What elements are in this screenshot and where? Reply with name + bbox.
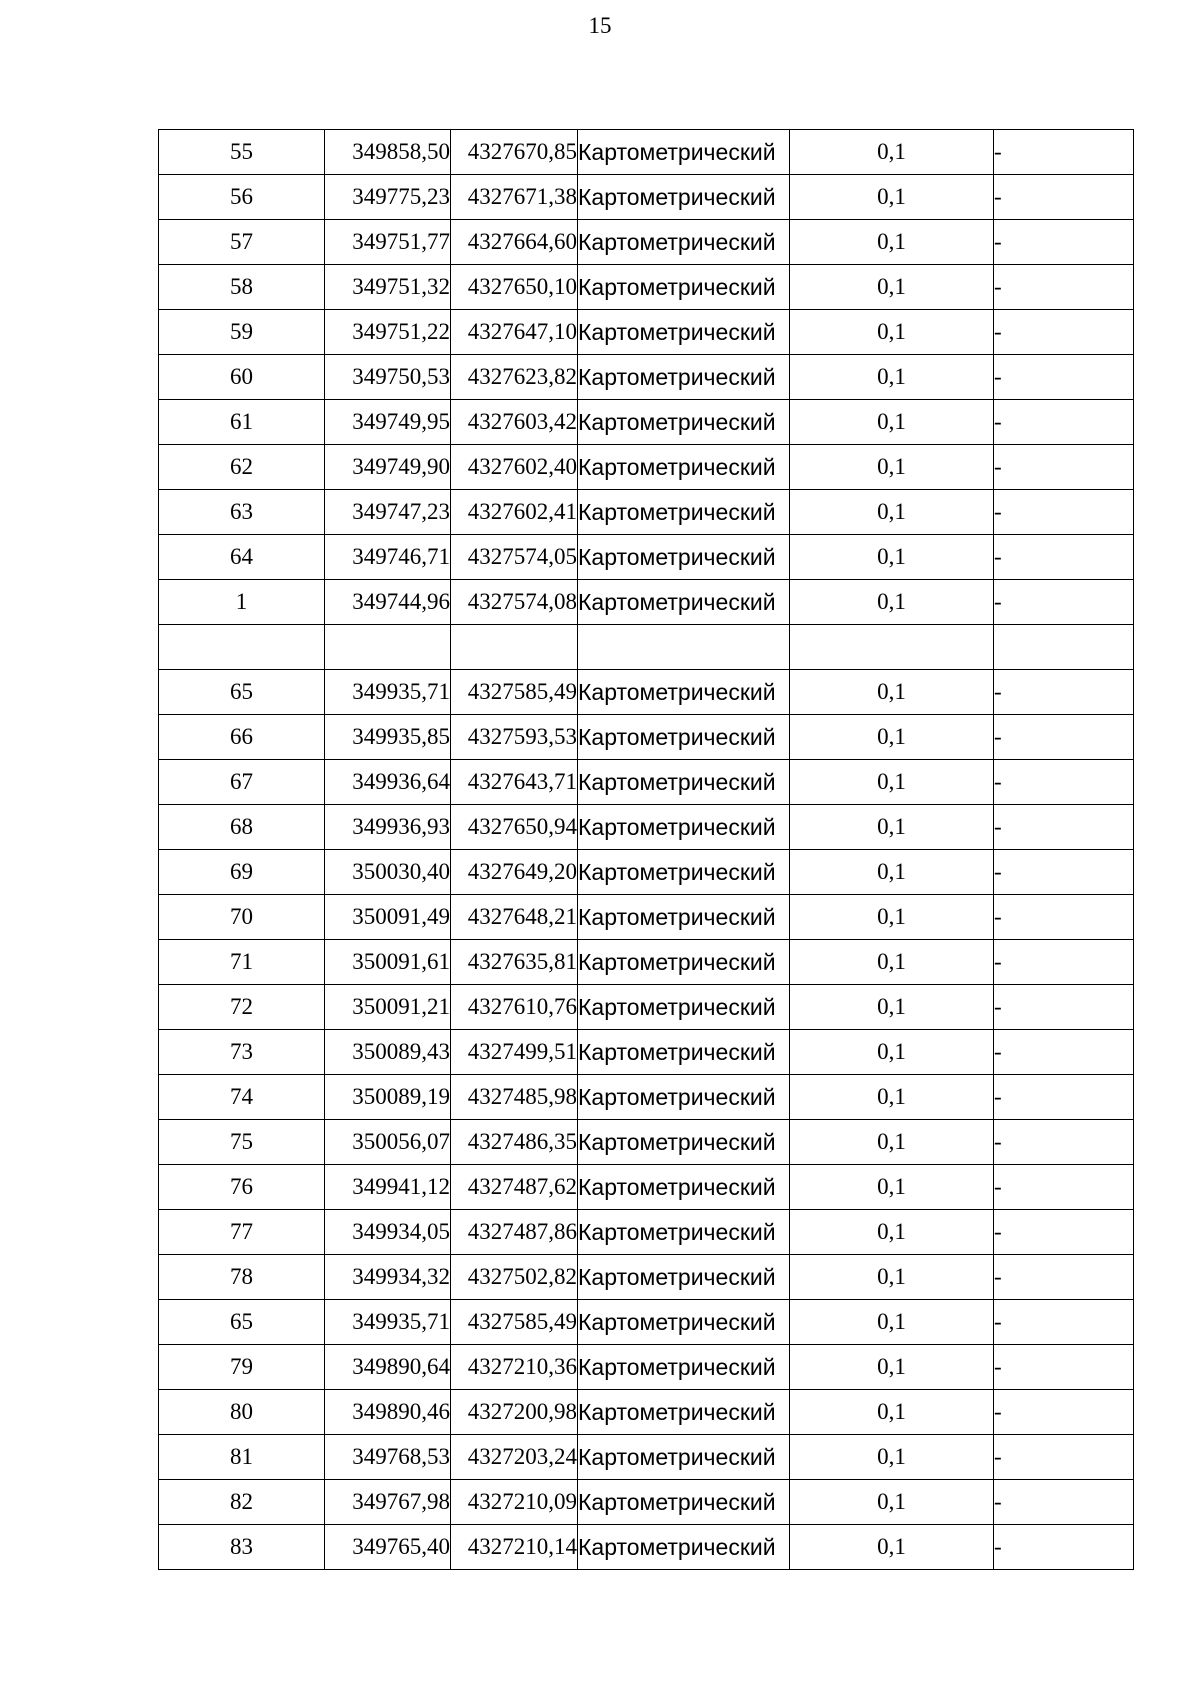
- description-cell: -: [994, 1525, 1134, 1570]
- accuracy-cell: 0,1: [790, 220, 994, 265]
- x-coordinate-cell: 349749,90: [325, 445, 451, 490]
- table-row: [159, 400, 1134, 445]
- accuracy-cell: 0,1: [790, 1345, 994, 1390]
- table-row: [159, 1480, 1134, 1525]
- point-number-cell: 74: [159, 1075, 325, 1120]
- point-number-cell: 66: [159, 715, 325, 760]
- description-cell: -: [994, 1300, 1134, 1345]
- y-coordinate-cell: 4327648,21: [451, 895, 578, 940]
- x-coordinate-cell: 349744,96: [325, 580, 451, 625]
- table-row: [159, 1345, 1134, 1390]
- point-number-cell: 72: [159, 985, 325, 1030]
- accuracy-cell: 0,1: [790, 310, 994, 355]
- method-cell: Картометрический: [578, 850, 790, 895]
- y-coordinate-cell: 4327643,71: [451, 760, 578, 805]
- accuracy-cell: 0,1: [790, 760, 994, 805]
- accuracy-cell: 0,1: [790, 265, 994, 310]
- point-number-cell: 70: [159, 895, 325, 940]
- method-cell: Картометрический: [578, 130, 790, 175]
- table-row: [159, 715, 1134, 760]
- table-row: [159, 895, 1134, 940]
- coordinates-table-body: [159, 130, 1134, 1570]
- description-cell: -: [994, 1480, 1134, 1525]
- accuracy-cell: 0,1: [790, 130, 994, 175]
- y-coordinate-cell: 4327602,40: [451, 445, 578, 490]
- y-coordinate-cell: 4327200,98: [451, 1390, 578, 1435]
- y-coordinate-cell: 4327574,05: [451, 535, 578, 580]
- y-coordinate-cell: 4327487,62: [451, 1165, 578, 1210]
- accuracy-cell: 0,1: [790, 940, 994, 985]
- accuracy-cell: 0,1: [790, 1390, 994, 1435]
- accuracy-cell: 0,1: [790, 355, 994, 400]
- y-coordinate-cell: 4327499,51: [451, 1030, 578, 1075]
- x-coordinate-cell: 350089,19: [325, 1075, 451, 1120]
- method-cell: Картометрический: [578, 535, 790, 580]
- x-coordinate-cell: 349750,53: [325, 355, 451, 400]
- table-row: [159, 1030, 1134, 1075]
- table-row: [159, 175, 1134, 220]
- x-coordinate-cell: 350089,43: [325, 1030, 451, 1075]
- description-cell: -: [994, 130, 1134, 175]
- accuracy-cell: 0,1: [790, 850, 994, 895]
- accuracy-cell: 0,1: [790, 1300, 994, 1345]
- point-number-cell: 63: [159, 490, 325, 535]
- accuracy-cell: 0,1: [790, 805, 994, 850]
- point-number-cell: 59: [159, 310, 325, 355]
- x-coordinate-cell: 349934,32: [325, 1255, 451, 1300]
- accuracy-cell: 0,1: [790, 985, 994, 1030]
- method-cell: Картометрический: [578, 985, 790, 1030]
- description-cell: -: [994, 850, 1134, 895]
- method-cell: Картометрический: [578, 310, 790, 355]
- point-number-cell: 1: [159, 580, 325, 625]
- description-cell: -: [994, 760, 1134, 805]
- x-coordinate-cell: 349934,05: [325, 1210, 451, 1255]
- description-cell: -: [994, 220, 1134, 265]
- description-cell: -: [994, 985, 1134, 1030]
- table-row: [159, 1435, 1134, 1480]
- point-number-cell: 55: [159, 130, 325, 175]
- method-cell: Картометрический: [578, 1210, 790, 1255]
- point-number-cell: 79: [159, 1345, 325, 1390]
- y-coordinate-cell: 4327603,42: [451, 400, 578, 445]
- accuracy-cell: 0,1: [790, 445, 994, 490]
- table-row: [159, 1525, 1134, 1570]
- y-coordinate-cell: 4327210,36: [451, 1345, 578, 1390]
- point-number-cell: 81: [159, 1435, 325, 1480]
- method-cell: Картометрический: [578, 1480, 790, 1525]
- table-row: [159, 1075, 1134, 1120]
- table-row: [159, 265, 1134, 310]
- description-cell: -: [994, 1390, 1134, 1435]
- table-row: [159, 1255, 1134, 1300]
- accuracy-cell: 0,1: [790, 400, 994, 445]
- y-coordinate-cell: 4327487,86: [451, 1210, 578, 1255]
- accuracy-cell: 0,1: [790, 580, 994, 625]
- y-coordinate-cell: 4327649,20: [451, 850, 578, 895]
- method-cell: Картометрический: [578, 895, 790, 940]
- point-number-cell: 67: [159, 760, 325, 805]
- point-number-cell: 77: [159, 1210, 325, 1255]
- table-row: [159, 1300, 1134, 1345]
- accuracy-cell: 0,1: [790, 1480, 994, 1525]
- point-number-cell: 71: [159, 940, 325, 985]
- x-coordinate-cell: 350091,61: [325, 940, 451, 985]
- accuracy-cell: 0,1: [790, 895, 994, 940]
- y-coordinate-cell: 4327602,41: [451, 490, 578, 535]
- method-cell: Картометрический: [578, 355, 790, 400]
- x-coordinate-cell: 349936,93: [325, 805, 451, 850]
- x-coordinate-cell: 349749,95: [325, 400, 451, 445]
- accuracy-cell: 0,1: [790, 535, 994, 580]
- description-cell: -: [994, 1345, 1134, 1390]
- table-row: [159, 850, 1134, 895]
- table-row: [159, 1210, 1134, 1255]
- accuracy-cell: 0,1: [790, 1165, 994, 1210]
- method-cell: Картометрический: [578, 1120, 790, 1165]
- y-coordinate-cell: 4327670,85: [451, 130, 578, 175]
- description-cell: -: [994, 265, 1134, 310]
- x-coordinate-cell: 349775,23: [325, 175, 451, 220]
- table-row: [159, 490, 1134, 535]
- y-coordinate-cell: 4327647,10: [451, 310, 578, 355]
- y-coordinate-cell: 4327585,49: [451, 670, 578, 715]
- point-number-cell: 65: [159, 1300, 325, 1345]
- method-cell: Картометрический: [578, 1075, 790, 1120]
- point-number-cell: 75: [159, 1120, 325, 1165]
- description-cell: -: [994, 1255, 1134, 1300]
- table-row: [159, 760, 1134, 805]
- x-coordinate-cell: 349935,71: [325, 670, 451, 715]
- accuracy-cell: 0,1: [790, 715, 994, 760]
- method-cell: Картометрический: [578, 580, 790, 625]
- x-coordinate-cell: 349890,46: [325, 1390, 451, 1435]
- accuracy-cell: 0,1: [790, 1210, 994, 1255]
- table-row: [159, 220, 1134, 265]
- y-coordinate-cell: 4327593,53: [451, 715, 578, 760]
- description-cell: -: [994, 670, 1134, 715]
- accuracy-cell: 0,1: [790, 175, 994, 220]
- method-cell: Картометрический: [578, 1345, 790, 1390]
- method-cell: [578, 625, 790, 670]
- method-cell: Картометрический: [578, 1390, 790, 1435]
- y-coordinate-cell: 4327610,76: [451, 985, 578, 1030]
- point-number-cell: 83: [159, 1525, 325, 1570]
- point-number-cell: 58: [159, 265, 325, 310]
- point-number-cell: [159, 625, 325, 670]
- description-cell: -: [994, 445, 1134, 490]
- accuracy-cell: 0,1: [790, 1030, 994, 1075]
- description-cell: -: [994, 895, 1134, 940]
- description-cell: -: [994, 1165, 1134, 1210]
- x-coordinate-cell: 349936,64: [325, 760, 451, 805]
- description-cell: -: [994, 1120, 1134, 1165]
- point-number-cell: 82: [159, 1480, 325, 1525]
- table-row: [159, 940, 1134, 985]
- description-cell: -: [994, 535, 1134, 580]
- method-cell: Картометрический: [578, 1030, 790, 1075]
- method-cell: Картометрический: [578, 805, 790, 850]
- description-cell: -: [994, 1210, 1134, 1255]
- table-row: [159, 670, 1134, 715]
- method-cell: Картометрический: [578, 715, 790, 760]
- x-coordinate-cell: 349751,22: [325, 310, 451, 355]
- accuracy-cell: 0,1: [790, 670, 994, 715]
- y-coordinate-cell: 4327502,82: [451, 1255, 578, 1300]
- y-coordinate-cell: 4327574,08: [451, 580, 578, 625]
- point-number-cell: 60: [159, 355, 325, 400]
- table-row: [159, 310, 1134, 355]
- description-cell: -: [994, 310, 1134, 355]
- point-number-cell: 64: [159, 535, 325, 580]
- x-coordinate-cell: 349858,50: [325, 130, 451, 175]
- accuracy-cell: [790, 625, 994, 670]
- y-coordinate-cell: 4327585,49: [451, 1300, 578, 1345]
- y-coordinate-cell: 4327623,82: [451, 355, 578, 400]
- point-number-cell: 62: [159, 445, 325, 490]
- point-number-cell: 61: [159, 400, 325, 445]
- description-cell: -: [994, 805, 1134, 850]
- method-cell: Картометрический: [578, 760, 790, 805]
- table-row: [159, 445, 1134, 490]
- x-coordinate-cell: 349768,53: [325, 1435, 451, 1480]
- coordinates-table: [158, 129, 1134, 1570]
- y-coordinate-cell: 4327671,38: [451, 175, 578, 220]
- point-number-cell: 56: [159, 175, 325, 220]
- x-coordinate-cell: 350030,40: [325, 850, 451, 895]
- method-cell: Картометрический: [578, 1435, 790, 1480]
- accuracy-cell: 0,1: [790, 1120, 994, 1165]
- x-coordinate-cell: 349935,85: [325, 715, 451, 760]
- table-row: [159, 625, 1134, 670]
- x-coordinate-cell: 349747,23: [325, 490, 451, 535]
- accuracy-cell: 0,1: [790, 490, 994, 535]
- point-number-cell: 78: [159, 1255, 325, 1300]
- x-coordinate-cell: 349941,12: [325, 1165, 451, 1210]
- method-cell: Картометрический: [578, 220, 790, 265]
- method-cell: Картометрический: [578, 670, 790, 715]
- method-cell: Картометрический: [578, 400, 790, 445]
- description-cell: -: [994, 1435, 1134, 1480]
- x-coordinate-cell: [325, 625, 451, 670]
- method-cell: Картометрический: [578, 1300, 790, 1345]
- table-row: [159, 580, 1134, 625]
- description-cell: -: [994, 400, 1134, 445]
- point-number-cell: 69: [159, 850, 325, 895]
- y-coordinate-cell: 4327664,60: [451, 220, 578, 265]
- point-number-cell: 76: [159, 1165, 325, 1210]
- table-row: [159, 355, 1134, 400]
- table-row: [159, 1120, 1134, 1165]
- description-cell: -: [994, 940, 1134, 985]
- description-cell: -: [994, 175, 1134, 220]
- x-coordinate-cell: 349746,71: [325, 535, 451, 580]
- table-row: [159, 1390, 1134, 1435]
- method-cell: Картометрический: [578, 1525, 790, 1570]
- point-number-cell: 80: [159, 1390, 325, 1435]
- accuracy-cell: 0,1: [790, 1255, 994, 1300]
- point-number-cell: 73: [159, 1030, 325, 1075]
- description-cell: -: [994, 1075, 1134, 1120]
- y-coordinate-cell: 4327650,10: [451, 265, 578, 310]
- table-row: [159, 535, 1134, 580]
- accuracy-cell: 0,1: [790, 1435, 994, 1480]
- x-coordinate-cell: 349767,98: [325, 1480, 451, 1525]
- description-cell: -: [994, 580, 1134, 625]
- description-cell: -: [994, 715, 1134, 760]
- description-cell: [994, 625, 1134, 670]
- method-cell: Картометрический: [578, 940, 790, 985]
- description-cell: -: [994, 355, 1134, 400]
- method-cell: Картометрический: [578, 1165, 790, 1210]
- x-coordinate-cell: 349751,32: [325, 265, 451, 310]
- accuracy-cell: 0,1: [790, 1525, 994, 1570]
- method-cell: Картометрический: [578, 445, 790, 490]
- point-number-cell: 65: [159, 670, 325, 715]
- y-coordinate-cell: 4327486,35: [451, 1120, 578, 1165]
- table-row: [159, 130, 1134, 175]
- x-coordinate-cell: 350056,07: [325, 1120, 451, 1165]
- y-coordinate-cell: 4327210,09: [451, 1480, 578, 1525]
- point-number-cell: 68: [159, 805, 325, 850]
- x-coordinate-cell: 349935,71: [325, 1300, 451, 1345]
- method-cell: Картометрический: [578, 265, 790, 310]
- description-cell: -: [994, 1030, 1134, 1075]
- y-coordinate-cell: 4327485,98: [451, 1075, 578, 1120]
- table-row: [159, 1165, 1134, 1210]
- method-cell: Картометрический: [578, 175, 790, 220]
- x-coordinate-cell: 350091,49: [325, 895, 451, 940]
- method-cell: Картометрический: [578, 1255, 790, 1300]
- y-coordinate-cell: 4327650,94: [451, 805, 578, 850]
- accuracy-cell: 0,1: [790, 1075, 994, 1120]
- table-row: [159, 985, 1134, 1030]
- y-coordinate-cell: 4327203,24: [451, 1435, 578, 1480]
- x-coordinate-cell: 350091,21: [325, 985, 451, 1030]
- y-coordinate-cell: 4327635,81: [451, 940, 578, 985]
- x-coordinate-cell: 349751,77: [325, 220, 451, 265]
- x-coordinate-cell: 349890,64: [325, 1345, 451, 1390]
- method-cell: Картометрический: [578, 490, 790, 535]
- description-cell: -: [994, 490, 1134, 535]
- table-row: [159, 805, 1134, 850]
- point-number-cell: 57: [159, 220, 325, 265]
- page-number: 15: [588, 13, 612, 38]
- x-coordinate-cell: 349765,40: [325, 1525, 451, 1570]
- y-coordinate-cell: 4327210,14: [451, 1525, 578, 1570]
- y-coordinate-cell: [451, 625, 578, 670]
